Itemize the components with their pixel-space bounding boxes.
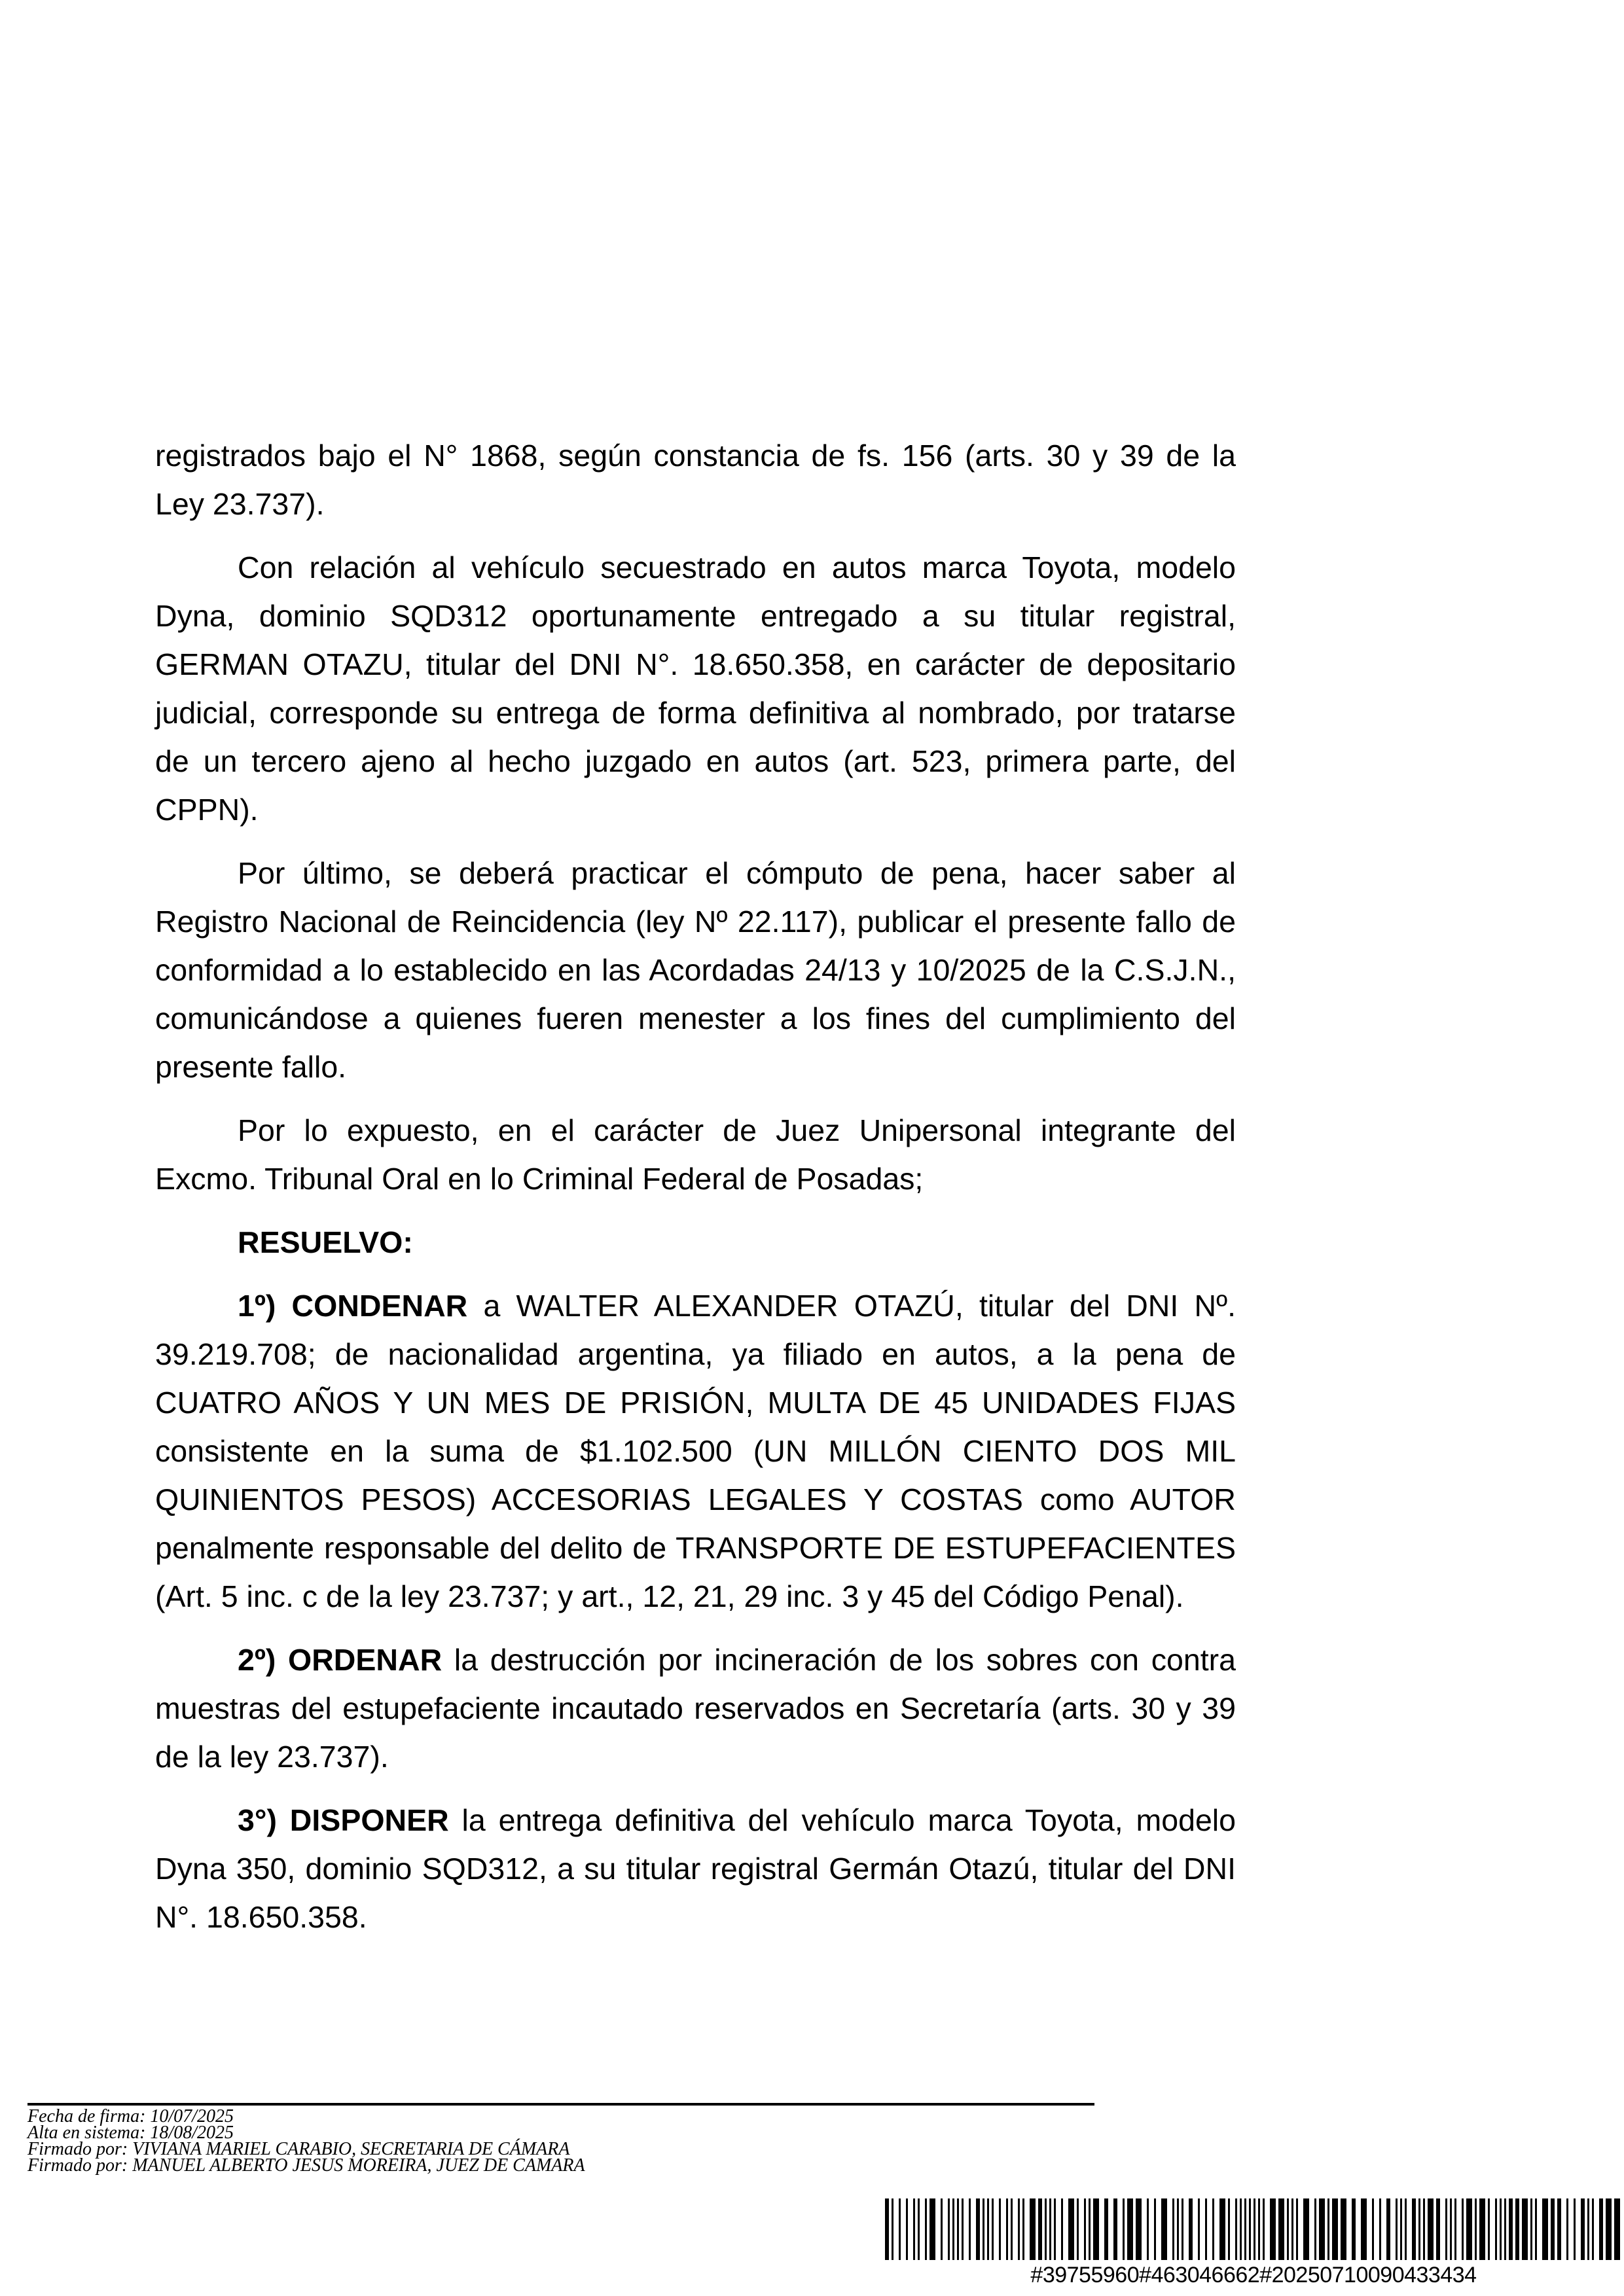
barcode-bar xyxy=(1045,2198,1047,2260)
barcode-bar xyxy=(941,2198,943,2260)
barcode-bar xyxy=(1093,2198,1099,2260)
signed-by-judge: Firmado por: MANUEL ALBERTO JESUS MOREIRA, JUEZ DE CAMARA xyxy=(27,2155,585,2176)
signed-by-secretary: Firmado por: VIVIANA MARIEL CARABIO, SECRETARIA DE CÁMARA xyxy=(27,2139,570,2159)
barcode-bar xyxy=(1049,2198,1051,2260)
paragraph-expuesto xyxy=(155,1106,1236,1203)
barcode-bar xyxy=(1189,2198,1193,2260)
barcode-bar xyxy=(1386,2198,1390,2260)
barcode-bar xyxy=(952,2198,954,2260)
barcode-bar xyxy=(1423,2198,1425,2260)
barcode-bar xyxy=(925,2198,927,2260)
barcode-bar xyxy=(1412,2198,1416,2260)
barcode-bar xyxy=(1535,2198,1537,2260)
barcode-bar xyxy=(987,2198,989,2260)
resolution-item-text: la entrega definitiva del vehículo marca Toyota, modelo Dyna 350, dominio SQD312, a su titular registral Germán Otazú, titular del DNI N°. 18.650.358. xyxy=(155,1803,1236,1934)
barcode-bar xyxy=(1352,2198,1356,2260)
resuelvo-label: RESUELVO: xyxy=(238,1225,413,1259)
barcode-bar xyxy=(1551,2198,1555,2260)
barcode-bar xyxy=(1177,2198,1179,2260)
barcode-bar xyxy=(1566,2198,1568,2260)
barcode-graphic xyxy=(885,2198,1622,2260)
barcode-bar xyxy=(992,2198,994,2260)
resolution-item-3 xyxy=(155,1796,1236,1941)
barcode-bar xyxy=(899,2198,901,2260)
barcode-bar xyxy=(1445,2198,1447,2260)
barcode-bar xyxy=(1219,2198,1225,2260)
barcode-bar xyxy=(1332,2198,1338,2260)
barcode-bar xyxy=(1061,2198,1063,2260)
barcode-bar xyxy=(1011,2198,1013,2260)
barcode-bar xyxy=(1557,2198,1561,2260)
barcode-bar xyxy=(1428,2198,1434,2260)
barcode-bar xyxy=(1495,2198,1497,2260)
document-body xyxy=(155,431,1236,1956)
barcode-bar xyxy=(885,2198,889,2260)
paragraph-text: Por lo expuesto, en el carácter de Juez Unipersonal integrante del Excmo. Tribunal Oral en lo Criminal Federal de Posadas; xyxy=(155,1113,1236,1196)
barcode-bar xyxy=(1327,2198,1329,2260)
barcode-bar xyxy=(1018,2198,1020,2260)
barcode-bar xyxy=(906,2198,908,2260)
resolution-item-text: a WALTER ALEXANDER OTAZÚ, titular del DNI Nº. 39.219.708; de nacionalidad argentina, ya filiado en autos, a la pena de CUATRO AÑOS Y UN MES DE PRISIÓN, MULTA DE 45 UNIDADES FIJAS consistente en la suma de $1.102.500 (UN MILLÓN CIENTO DOS MIL QUINIENTOS PESOS) ACCESORIAS LEGALES Y COSTAS como AUTOR penalmente responsable del delito de TRANSPORTE DE ESTUPEFACIENTES (Art. 5 inc. c de la ley 23.737; y art., 12, 21, 29 inc. 3 y 45 del Código Penal). xyxy=(155,1289,1236,1613)
barcode-bar xyxy=(1418,2198,1420,2260)
barcode-bar xyxy=(1254,2198,1255,2260)
barcode-bar xyxy=(1084,2198,1086,2260)
paragraph-text: Con relación al vehículo secuestrado en autos marca Toyota, modelo Dyna, dominio SQD312 oportunamente entregado a su titular registral, GERMAN OTAZU, titular del DNI N°. 18.650.358, en carácter de depositario judicial, corresponde su entrega de forma definitiva al nombrado, por tratarse de un tercero ajeno al hecho juzgado en autos (art. 523, primera parte, del CPPN). xyxy=(155,550,1236,827)
barcode-bar xyxy=(1235,2198,1237,2260)
barcode-bar xyxy=(957,2198,959,2260)
paragraph-text: registrados bajo el N° 1868, según constancia de fs. 156 (arts. 30 y 39 de la Ley 23.737). xyxy=(155,439,1236,521)
barcode-bar xyxy=(1522,2198,1528,2260)
barcode-bar xyxy=(1592,2198,1594,2260)
barcode-bar xyxy=(1258,2198,1260,2260)
barcode-bar xyxy=(976,2198,980,2260)
barcode-bar xyxy=(1379,2198,1381,2260)
barcode-bar xyxy=(1574,2198,1576,2260)
barcode-bar xyxy=(948,2198,950,2260)
barcode-bar xyxy=(1249,2198,1251,2260)
barcode-bar xyxy=(1296,2198,1298,2260)
barcode-bar xyxy=(1372,2198,1374,2260)
barcode-bar xyxy=(1479,2198,1485,2260)
barcode-bar xyxy=(962,2198,964,2260)
barcode-bar xyxy=(1038,2198,1042,2260)
barcode-bar xyxy=(1515,2198,1519,2260)
barcode-bar xyxy=(1509,2198,1513,2260)
barcode-bar xyxy=(1542,2198,1548,2260)
resolution-item-label: 1º) CONDENAR xyxy=(238,1289,468,1323)
barcode-bar xyxy=(1341,2198,1346,2260)
barcode-bar xyxy=(1436,2198,1440,2260)
barcode-bar xyxy=(1462,2198,1464,2260)
barcode-bar xyxy=(1240,2198,1242,2260)
barcode-icon xyxy=(885,2198,1622,2260)
barcode-bar xyxy=(1030,2198,1036,2260)
barcode-bar xyxy=(1466,2198,1472,2260)
resolution-item-text: la destrucción por incineración de los sobres con contra muestras del estupefaciente incautado reservados en Secretaría (arts. 30 y 39 de la ley 23.737). xyxy=(155,1643,1236,1774)
barcode-bar xyxy=(1291,2198,1293,2260)
barcode-bar xyxy=(913,2198,915,2260)
barcode-bar xyxy=(1244,2198,1246,2260)
barcode-bar xyxy=(1405,2198,1407,2260)
resolution-item-1 xyxy=(155,1282,1236,1621)
barcode-bar xyxy=(999,2198,1001,2260)
barcode-bar xyxy=(1614,2198,1620,2260)
signature-date: Fecha de firma: 10/07/2025 xyxy=(27,2106,234,2126)
barcode-bar xyxy=(1488,2198,1490,2260)
barcode-bar xyxy=(1136,2198,1142,2260)
barcode-bar xyxy=(1361,2198,1367,2260)
barcode-bar xyxy=(1454,2198,1456,2260)
signature-metadata xyxy=(27,2108,878,2174)
barcode-bar xyxy=(1089,2198,1091,2260)
barcode-bar xyxy=(1530,2198,1532,2260)
barcode-bar xyxy=(1400,2198,1402,2260)
barcode-bar xyxy=(1303,2198,1309,2260)
barcode-bar xyxy=(1172,2198,1174,2260)
barcode-bar xyxy=(1104,2198,1108,2260)
barcode-bar xyxy=(892,2198,893,2260)
barcode-bar xyxy=(1581,2198,1585,2260)
system-entry-date: Alta en sistema: 18/08/2025 xyxy=(27,2123,234,2143)
barcode-bar xyxy=(1599,2198,1603,2260)
barcode-bar xyxy=(1161,2198,1167,2260)
barcode-bar xyxy=(929,2198,935,2260)
barcode-bar xyxy=(1068,2198,1074,2260)
barcode-bar xyxy=(1606,2198,1612,2260)
barcode-bar xyxy=(1396,2198,1398,2260)
barcode-bar xyxy=(1205,2198,1207,2260)
barcode-bar xyxy=(1287,2198,1289,2260)
paragraph-computo xyxy=(155,849,1236,1091)
barcode-bar xyxy=(1314,2198,1316,2260)
barcode-bar xyxy=(1500,2198,1502,2260)
barcode-bar xyxy=(1022,2198,1024,2260)
barcode-bar xyxy=(1450,2198,1452,2260)
barcode-bar xyxy=(1228,2198,1230,2260)
barcode-bar xyxy=(1212,2198,1214,2260)
barcode-bar xyxy=(1113,2198,1117,2260)
resolution-item-label: 2º) ORDENAR xyxy=(238,1643,442,1677)
barcode-bar xyxy=(1054,2198,1056,2260)
barcode-bar xyxy=(1587,2198,1589,2260)
resolution-item-label: 3°) DISPONER xyxy=(238,1803,449,1837)
resolution-item-2 xyxy=(155,1636,1236,1781)
barcode-bar xyxy=(1182,2198,1183,2260)
barcode-bar xyxy=(1270,2198,1276,2260)
paragraph xyxy=(155,431,1236,528)
footer-divider xyxy=(27,2103,1094,2106)
barcode-bar xyxy=(1077,2198,1079,2260)
paragraph-text: Por último, se deberá practicar el cómputo de pena, hacer saber al Registro Nacional de Reincidencia (ley Nº 22.117), publicar el presente fallo de conformidad a lo establecido en las Acordadas 24/13 y 10/2025 de la C.S.J.N., comunicándose a quienes fueren menester a los fines del cumplimiento del presente fallo. xyxy=(155,856,1236,1084)
barcode-bar xyxy=(983,2198,984,2260)
barcode-bar xyxy=(1006,2198,1008,2260)
barcode-bar xyxy=(1147,2198,1149,2260)
barcode-bar xyxy=(1198,2198,1200,2260)
barcode-bar xyxy=(1504,2198,1506,2260)
barcode-bar xyxy=(1319,2198,1325,2260)
barcode-bar xyxy=(918,2198,920,2260)
barcode-bar xyxy=(1123,2198,1125,2260)
resuelvo-heading xyxy=(155,1218,1236,1266)
barcode-bar xyxy=(1263,2198,1265,2260)
paragraph-vehicle xyxy=(155,543,1236,834)
barcode-bar xyxy=(1475,2198,1477,2260)
barcode-bar xyxy=(1127,2198,1133,2260)
barcode-bar xyxy=(1278,2198,1284,2260)
barcode-bar xyxy=(969,2198,971,2260)
barcode-bar xyxy=(1154,2198,1156,2260)
barcode-caption: #39755960#463046662#20250710090433434 xyxy=(1030,2263,1477,2287)
